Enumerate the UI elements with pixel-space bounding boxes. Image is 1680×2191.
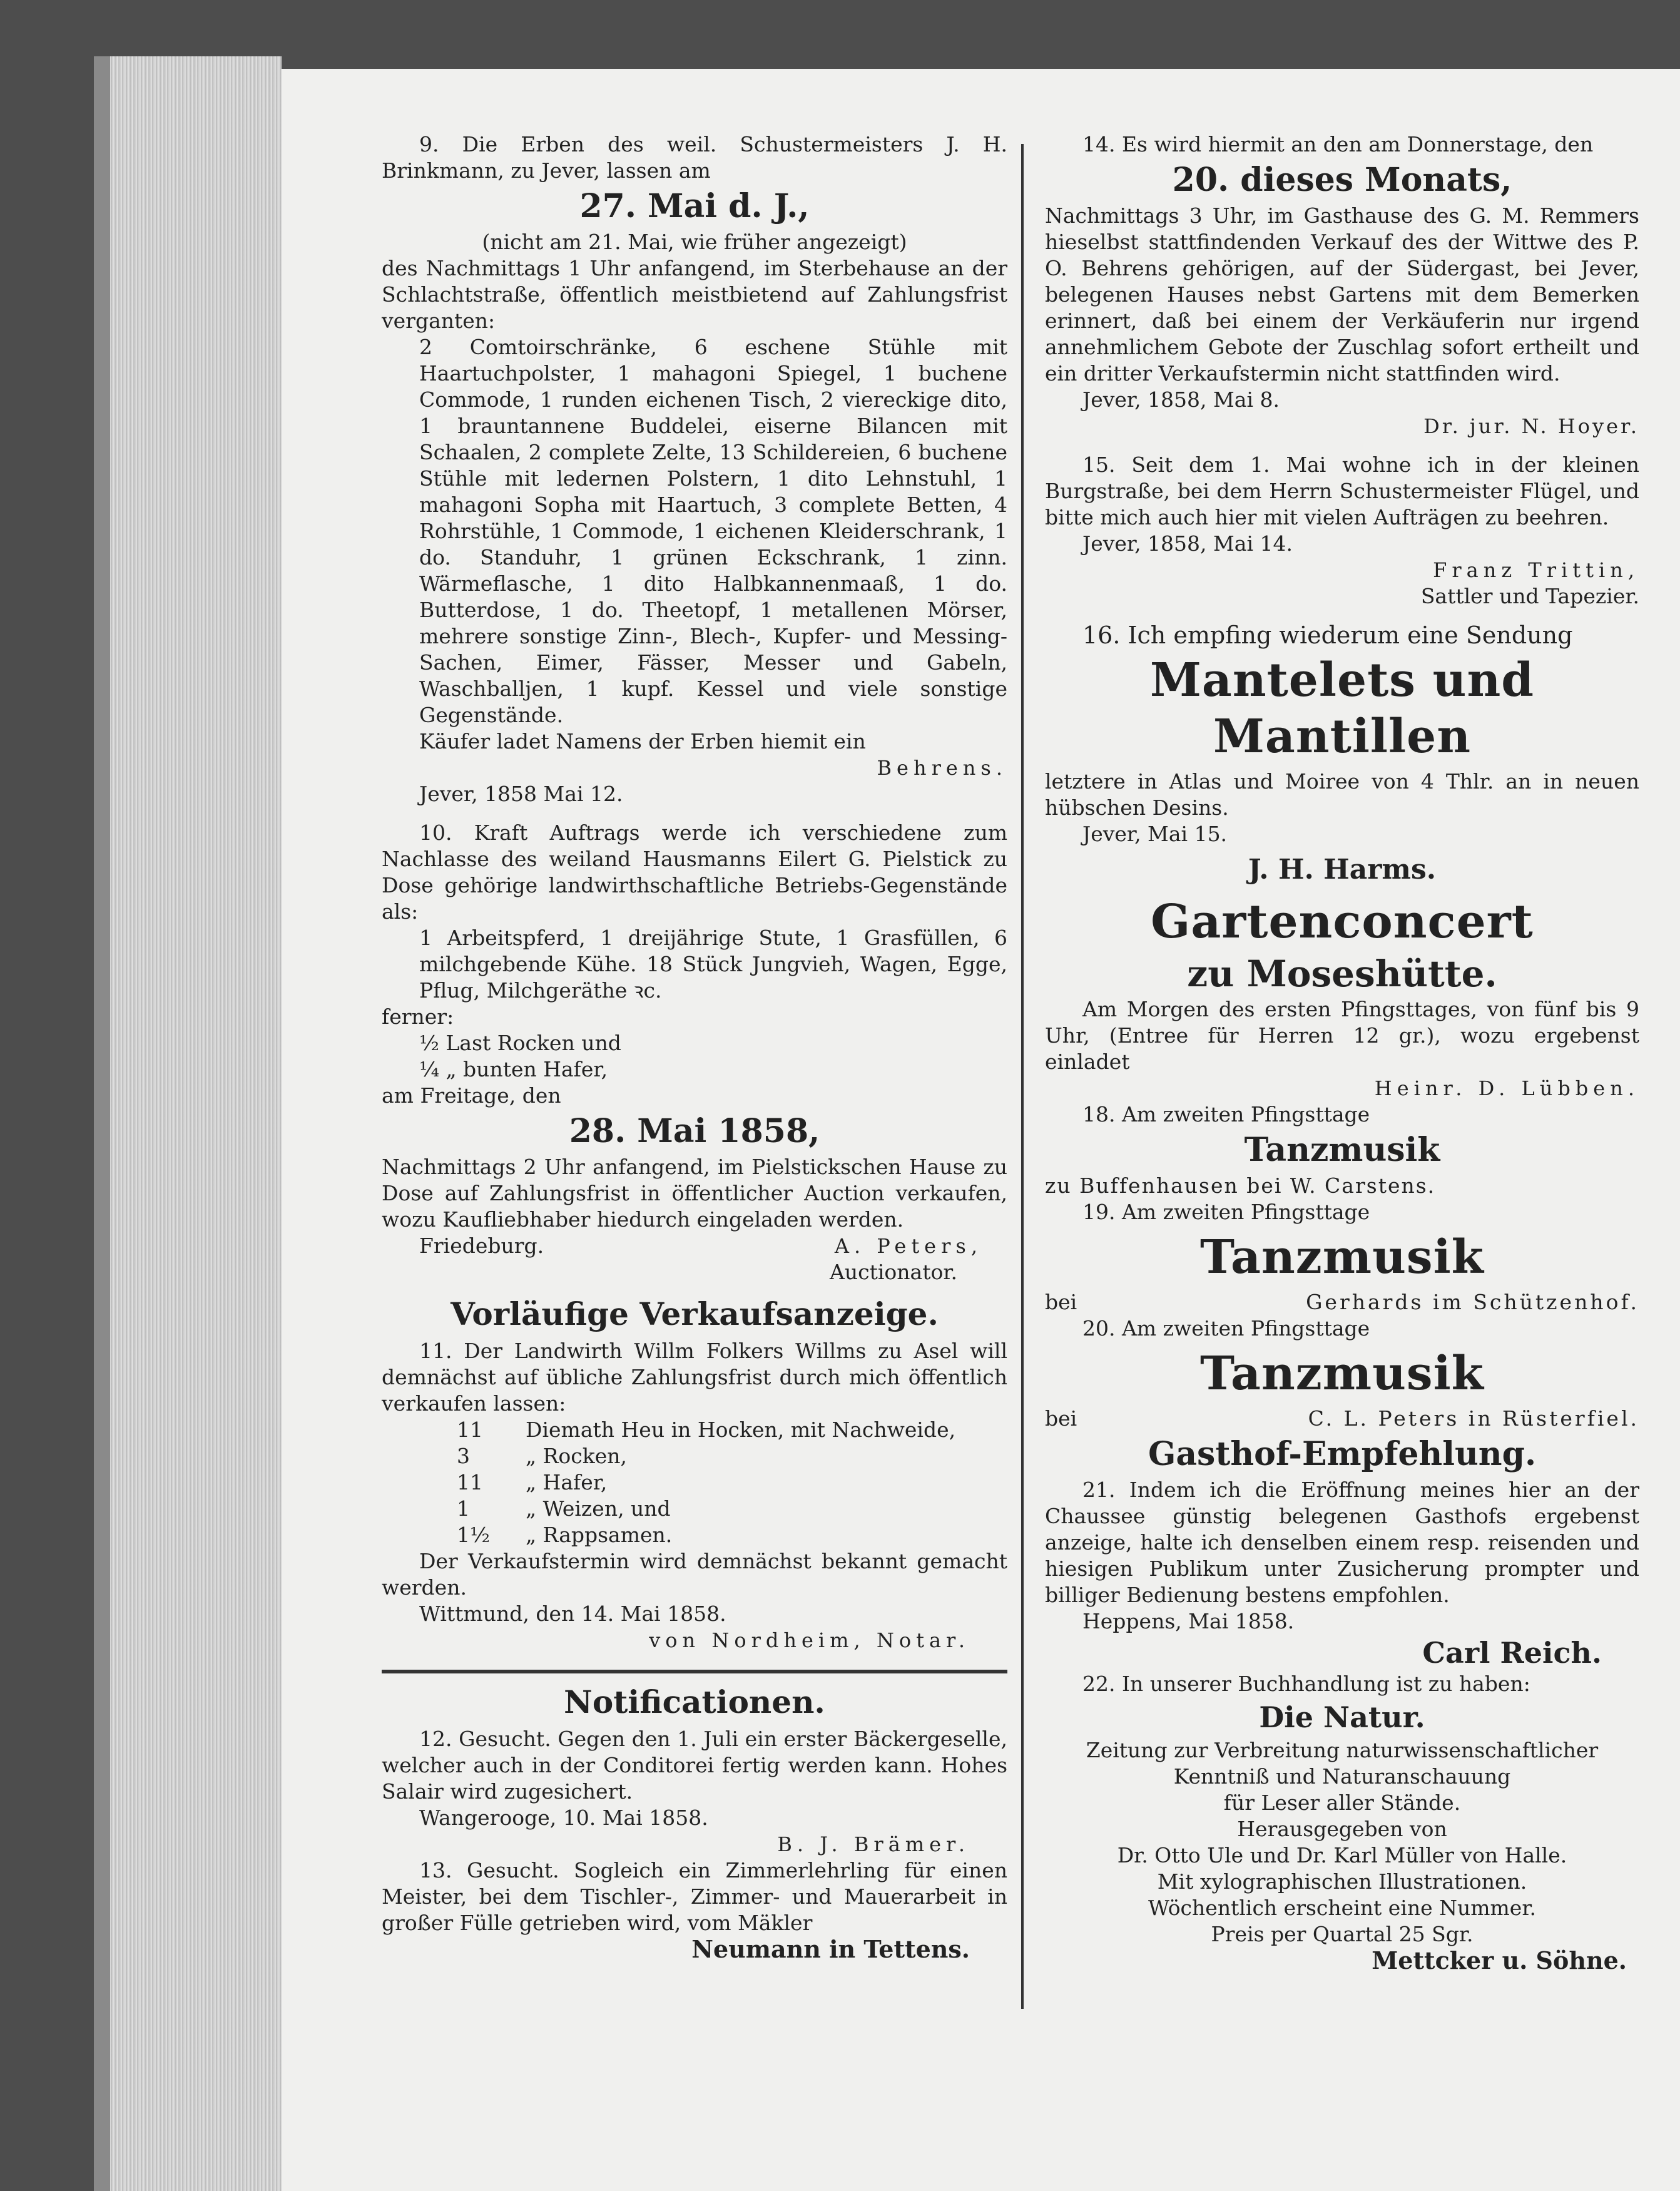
notice-line: Preis per Quartal 25 Sgr. [1211, 1922, 1474, 1946]
notice-place-date: Jever, Mai 15. [1082, 822, 1228, 846]
notice-text: 21. Indem ich die Eröffnung meines hier an der Chaussee günstig belegenen Gasthofs ergebenst anzeige, halte ich denselben einem resp. reisenden und hiesigen Publikum unter Zusicherung prompter und billiger Bedienung bestens empfohlen. [1045, 1478, 1639, 1607]
notice-signature: von Nordheim, Notar. [649, 1628, 970, 1652]
column-divider [1021, 144, 1024, 2009]
notice-11 [382, 1338, 1007, 1653]
notice-headline: Gasthof-Empfehlung. [1148, 1435, 1537, 1473]
notice-headline: Tanzmusik [1244, 1131, 1440, 1169]
notice-intro: 19. Am zweiten Pfingsttage [1082, 1200, 1370, 1224]
notice-bei: bei [1045, 1406, 1077, 1431]
notice-intro: 11. Der Landwirth Willm Folkers Willms zu Asel will demnächst auf übliche Zahlungsfrist durch mich öffentlich verkaufen lassen: [382, 1339, 1007, 1416]
lot-line: 1½ „ Rappsamen. [457, 1523, 673, 1547]
notice-line: für Leser aller Stände. [1223, 1790, 1461, 1815]
notice-signature: Behrens. [877, 756, 1007, 780]
notice-text: 12. Gesucht. Gegen den 1. Juli ein erster Bäckergeselle, welcher auch in der Conditorei fertig werden kann. Hohes Salair wird zugesichert. [382, 1727, 1007, 1804]
notice-intro: 16. Ich empfing wiederum eine Sendung [1082, 621, 1573, 649]
notice-22 [1045, 1671, 1639, 1974]
right-column [1045, 131, 1639, 1974]
notice-signature: Heinr. D. Lübben. [1374, 1076, 1639, 1100]
notice-10 [382, 820, 1007, 1285]
notice-intro: 22. In unserer Buchhandlung ist zu haben: [1082, 1672, 1530, 1696]
notice-headline: Mantelets und Mantillen [1149, 653, 1535, 764]
notice-text: 15. Seit dem 1. Mai wohne ich in der kleinen Burgstraße, bei dem Herrn Schustermeister Flügel, und bitte mich auch hier mit vielen Aufträgen zu beehren. [1045, 452, 1639, 529]
notice-signature: A. Peters, [834, 1234, 982, 1258]
notice-note: (nicht am 21. Mai, wie früher angezeigt) [482, 230, 907, 254]
notice-day: am Freitage, den [382, 1083, 561, 1108]
notice-12 [382, 1726, 1007, 1857]
lot-line: 1 „ Weizen, und [457, 1496, 671, 1521]
notice-headline: Gartenconcert [1151, 895, 1534, 949]
notice-place-date: Wittmund, den 14. Mai 1858. [419, 1601, 726, 1626]
notice-lot: ¼ „ bunten Hafer, [419, 1057, 608, 1081]
notice-line: Mit xylographischen Illustrationen. [1157, 1869, 1527, 1894]
notice-signature: Neumann in Tettens. [691, 1935, 970, 1963]
section-rule [382, 1670, 1007, 1673]
notice-text: Am Morgen des ersten Pfingsttages, von fünf bis 9 Uhr, (Entree für Herren 12 gr.), wozu ergebenst einladet [1045, 997, 1639, 1074]
notice-role: Auctionator. [830, 1260, 957, 1284]
notice-intro: 20. Am zweiten Pfingsttage [1082, 1316, 1370, 1341]
notice-bei: bei [1045, 1290, 1077, 1314]
notice-headline: zu Moseshütte. [1187, 952, 1497, 995]
notice-items: 2 Comtoirschränke, 6 eschene Stühle mit Haartuchpolster, 1 mahagoni Spiegel, 1 buchene Commode, 1 runden eichenen Tisch, 2 viereckige dito, 1 brauntannene Buddelei, eiserne Bilancen mit Schaalen, 2 complete Zelte, 13 Schildereien, 6 buchene Stühle mit ledernen Polstern, 1 dito Lehnstuhl, 1 mahagoni Sopha mit Haartuch, 3 complete Betten, 4 Rohrstühle, 1 Commode, 1 eichenen Kleiderschrank, 1 do. Standuhr, 1 grünen Eckschrank, 1 zinn. Wärmeflasche, 1 dito Halbkannenmaaß, 1 do. Butterdose, 1 do. Theetopf, 1 metallenen Mörser, mehrere sonstige Zinn-, Blech-, Kupfer- und Messing-Sachen, Eimer, Fässer, Messer und Gabeln, Waschballjen, 1 kupf. Kessel und viele sonstige Gegenstände. [419, 335, 1007, 727]
notice-headline: Die Natur. [1259, 1700, 1425, 1734]
notice-place-date: Jever, 1858, Mai 14. [1082, 531, 1293, 556]
notice-text: Gerhards im Schützenhof. [1306, 1290, 1639, 1314]
notice-21 [1045, 1434, 1639, 1671]
notice-date: 27. Mai d. J., [579, 187, 810, 225]
notice-intro: 9. Die Erben des weil. Schustermeisters J. H. Brinkmann, zu Jever, lassen am [382, 132, 1007, 183]
notice-text: 13. Gesucht. Sogleich ein Zimmerlehrling für einen Meister, bei dem Tischler-, Zimmer- und Mauerarbeit in großer Fülle getrieben wird, vom Mäkler [382, 1858, 1007, 1935]
notice-text: des Nachmittags 1 Uhr anfangend, im Sterbehause an der Schlachtstraße, öffentlich meistbietend auf Zahlungsfrist verganten: [382, 256, 1007, 333]
lot-line: 11 Diemath Heu in Hocken, mit Nachweide, [457, 1417, 956, 1442]
notice-role: Sattler und Tapezier. [1420, 584, 1639, 608]
notice-signature: Carl Reich. [1422, 1636, 1602, 1670]
section-heading: Vorläufige Verkaufsanzeige. [451, 1295, 939, 1332]
notice-14 [1045, 131, 1639, 439]
notice-line: Herausgegeben von [1237, 1817, 1447, 1841]
notice-text: C. L. Peters in Rüsterfiel. [1308, 1406, 1639, 1431]
notice-16 [1045, 622, 1639, 890]
section-heading: Notificationen. [564, 1683, 825, 1720]
notice-place-date: Jever, 1858, Mai 8. [1082, 387, 1280, 412]
notice-headline: Tanzmusik [1200, 1347, 1484, 1401]
notice-signature: B. J. Brämer. [777, 1832, 970, 1856]
notice-lot: ½ Last Rocken und [419, 1031, 621, 1055]
book-page-edges [94, 56, 282, 2191]
notice-line: Dr. Otto Ule und Dr. Karl Müller von Halle. [1117, 1843, 1567, 1867]
notice-19 [1045, 1199, 1639, 1315]
notice-text: zu Buffenhausen bei W. Carstens. [1045, 1173, 1436, 1198]
notice-date: 20. dieses Monats, [1172, 161, 1512, 199]
notice-15 [1045, 452, 1639, 610]
lot-line: 11 „ Hafer, [457, 1470, 608, 1494]
notice-place-date: Heppens, Mai 1858. [1082, 1609, 1295, 1633]
book-binding [94, 56, 110, 2191]
notice-17 [1045, 894, 1639, 1101]
notice-closing: Käufer ladet Namens der Erben hiemit ein [419, 729, 866, 753]
notice-items: 1 Arbeitspferd, 1 dreijährige Stute, 1 Grasfüllen, 6 milchgebende Kühe. 18 Stück Jungvieh, Wagen, Egge, Pflug, Milchgeräthe ꝛc. [419, 926, 1007, 1003]
notice-text: Der Verkaufstermin wird demnächst bekannt gemacht werden. [382, 1549, 1007, 1600]
notice-13 [382, 1857, 1007, 1963]
notice-9 [382, 131, 1007, 807]
notice-place-date: Jever, 1858 Mai 12. [419, 782, 623, 806]
notice-text: Nachmittags 3 Uhr, im Gasthause des G. M. Remmers hieselbst stattfindenden Verkauf des der Wittwe des P. O. Behrens gehörigen, auf der Südergast, bei Jever, belegenen Hauses nebst Gartens mit dem Bemerken erinnert, daß bei einem der Verkäuferin nur irgend annehmlichem Gebote der Zuschlag sofort ertheilt und ein dritter Verkaufstermin nicht stattfinden wird. [1045, 203, 1639, 386]
notice-intro: 10. Kraft Auftrags werde ich verschiedene zum Nachlasse des weiland Hausmanns Eilert G. Pielstick zu Dose gehörige landwirthschaftliche Betriebs-Gegenstände als: [382, 820, 1007, 924]
newspaper-page [282, 69, 1680, 2191]
notice-date: 28. Mai 1858, [569, 1112, 820, 1150]
notice-18 [1045, 1101, 1639, 1199]
notice-line: Wöchentlich erscheint eine Nummer. [1148, 1896, 1536, 1920]
notice-intro: 18. Am zweiten Pfingsttage [1082, 1102, 1370, 1126]
notice-line: Zeitung zur Verbreitung naturwissenschaftlicher [1086, 1738, 1599, 1762]
notice-signature: Franz Trittin, [1433, 558, 1639, 582]
notice-signature: Dr. jur. N. Hoyer. [1423, 414, 1639, 438]
notice-ferner: ferner: [382, 1004, 454, 1029]
left-column [382, 131, 1007, 1963]
notice-text: letztere in Atlas und Moiree von 4 Thlr. an in neuen hübschen Desins. [1045, 769, 1639, 820]
notice-signature: Mettcker u. Söhne. [1372, 1946, 1627, 1974]
notice-20 [1045, 1315, 1639, 1432]
notice-signature: J. H. Harms. [1248, 854, 1437, 886]
lot-line: 3 „ Rocken, [457, 1444, 628, 1468]
notice-text: Nachmittags 2 Uhr anfangend, im Pielstickschen Hause zu Dose auf Zahlungsfrist in öffentlicher Auction verkaufen, wozu Kaufliebhaber hiedurch eingeladen werden. [382, 1155, 1007, 1232]
notice-intro: 14. Es wird hiermit an den am Donnerstage, den [1082, 132, 1594, 156]
notice-place-date: Wangerooge, 10. Mai 1858. [419, 1805, 708, 1830]
notice-line: Kenntniß und Naturanschauung [1173, 1764, 1511, 1789]
notice-headline: Tanzmusik [1200, 1230, 1484, 1284]
notice-place: Friedeburg. [419, 1233, 544, 1258]
